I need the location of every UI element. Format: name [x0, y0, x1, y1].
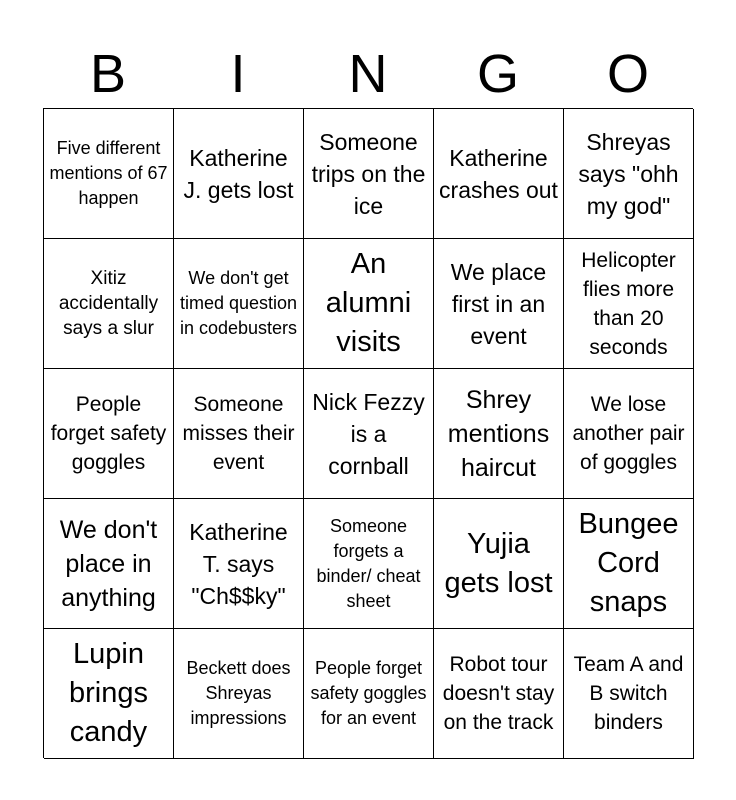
bingo-cell[interactable] [434, 369, 564, 499]
bingo-cell[interactable] [174, 109, 304, 239]
bingo-cell[interactable] [564, 109, 694, 239]
cell-text: Team A and B switch binders [573, 653, 684, 734]
header-letter-i: I [230, 44, 246, 104]
cell-text: Katherine crashes out [439, 144, 558, 203]
bingo-cell[interactable] [44, 239, 174, 369]
bingo-cell[interactable] [304, 499, 434, 629]
bingo-grid [43, 108, 693, 758]
cell-text: Katherine T. says "Ch$$ky" [189, 518, 288, 609]
cell-text: Shreyas says "ohh my god" [578, 128, 679, 219]
cell-text: Xitiz accidentally says a slur [58, 268, 159, 339]
bingo-cell[interactable] [174, 629, 304, 759]
cell-text: Lupin brings candy [69, 638, 148, 748]
cell-text: Bungee Cord snaps [578, 508, 679, 618]
header-letter-o: O [606, 44, 649, 104]
cell-text: Five different mentions of 67 happen [49, 138, 168, 208]
header-letter-g: G [476, 44, 519, 104]
cell-text: We don't place in anything [59, 515, 158, 612]
bingo-cell[interactable] [304, 369, 434, 499]
bingo-cell[interactable] [434, 629, 564, 759]
bingo-cell[interactable] [44, 369, 174, 499]
cell-text: We don't get timed question in codebusters [179, 268, 298, 338]
bingo-cell[interactable] [434, 499, 564, 629]
bingo-cell[interactable] [564, 499, 694, 629]
bingo-header [43, 40, 693, 108]
bingo-cell[interactable] [44, 499, 174, 629]
bingo-cell[interactable] [564, 369, 694, 499]
bingo-cell[interactable] [174, 239, 304, 369]
bingo-cell[interactable] [44, 109, 174, 239]
bingo-cell[interactable] [174, 369, 304, 499]
cell-text: Helicopter flies more than 20 seconds [581, 248, 676, 359]
cell-text: We lose another pair of goggles [572, 393, 685, 474]
header-letter-n: N [348, 44, 388, 104]
cell-text: Robot tour doesn't stay on the track [442, 653, 555, 734]
cell-text: Someone trips on the ice [311, 128, 426, 219]
cell-text: Yujia gets lost [444, 527, 553, 599]
bingo-cell[interactable] [44, 629, 174, 759]
cell-text: Someone forgets a binder/ cheat sheet [316, 515, 421, 611]
cell-text: Shrey mentions haircut [447, 385, 550, 482]
cell-text: Beckett does Shreyas impressions [186, 658, 291, 728]
bingo-cell[interactable] [434, 239, 564, 369]
cell-text: Someone misses their event [182, 393, 295, 474]
bingo-cell[interactable] [304, 109, 434, 239]
bingo-cell[interactable] [304, 239, 434, 369]
cell-text: Nick Fezzy is a cornball [312, 388, 425, 479]
cell-text: An alumni visits [325, 248, 412, 358]
cell-text: We place first in an event [450, 258, 547, 349]
cell-text: Katherine J. gets lost [183, 144, 294, 203]
bingo-cell[interactable] [174, 499, 304, 629]
cell-text: People forget safety goggles [50, 393, 167, 474]
cell-text: People forget safety goggles for an event [310, 658, 427, 728]
bingo-cell[interactable] [564, 629, 694, 759]
header-letter-b: B [89, 44, 127, 104]
bingo-cell[interactable] [434, 109, 564, 239]
bingo-cell[interactable] [304, 629, 434, 759]
bingo-cell[interactable] [564, 239, 694, 369]
